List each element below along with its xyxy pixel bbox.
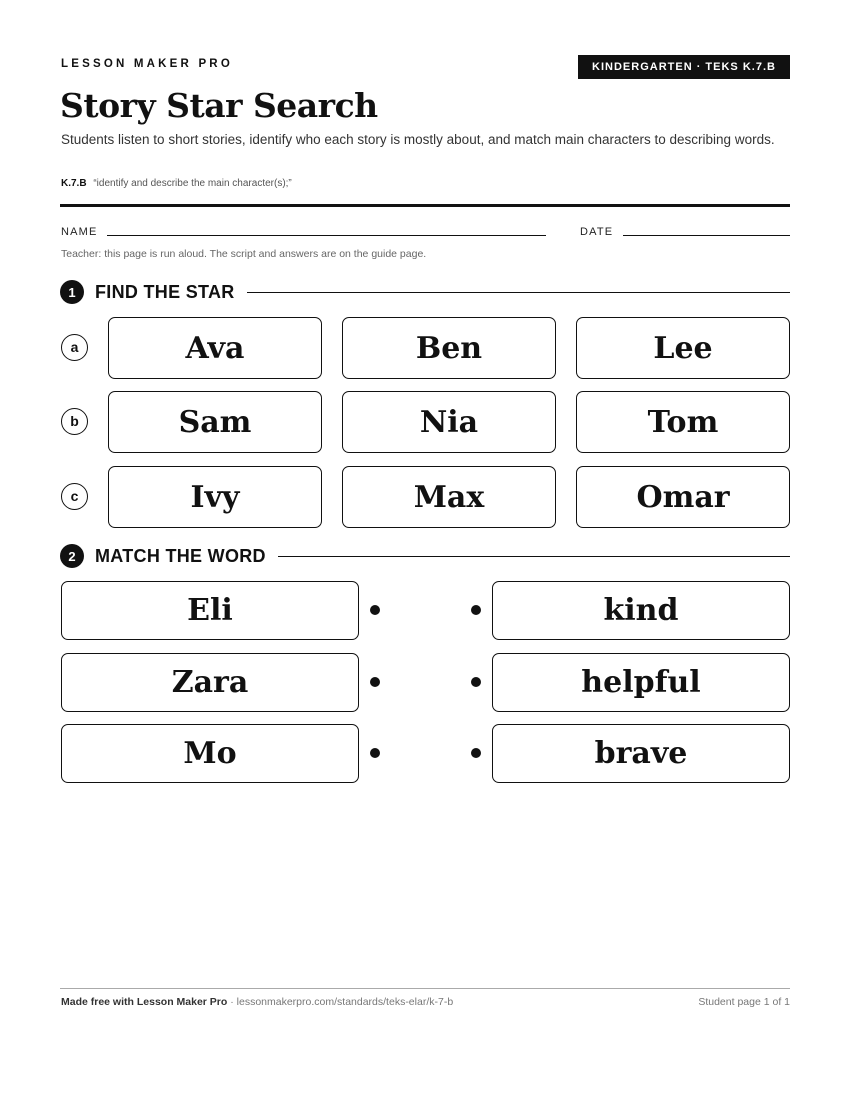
- row-letter-a: a: [61, 334, 88, 361]
- word-box[interactable]: brave: [492, 724, 790, 783]
- page-title: Story Star Search: [60, 86, 378, 125]
- footer-credit: [61, 996, 453, 1008]
- footer-page-number: Student page 1 of 1: [698, 996, 790, 1008]
- section-title: FIND THE STAR: [95, 281, 235, 302]
- section-find-the-star-header: [60, 280, 790, 304]
- character-box[interactable]: Mo: [61, 724, 359, 783]
- word-box[interactable]: helpful: [492, 653, 790, 712]
- worksheet-description: Students listen to short stories, identify who each story is mostly about, and match main characters to describing words.: [61, 132, 775, 147]
- footer-separator: ·: [227, 996, 237, 1008]
- name-write-line[interactable]: [107, 235, 546, 236]
- right-match-dot[interactable]: [471, 748, 481, 758]
- star-choice-box[interactable]: Omar: [576, 466, 790, 528]
- standard-text: “identify and describe the main character(s);”: [93, 178, 292, 189]
- header-divider: [60, 204, 790, 207]
- star-choice-box[interactable]: Ivy: [108, 466, 322, 528]
- section-rule: [247, 292, 790, 293]
- date-label: DATE: [580, 226, 614, 238]
- grade-standard-badge: KINDERGARTEN · TEKS K.7.B: [578, 55, 790, 79]
- brand-name: LESSON MAKER PRO: [61, 58, 233, 70]
- right-match-dot[interactable]: [471, 677, 481, 687]
- date-write-line[interactable]: [623, 235, 790, 236]
- star-choice-box[interactable]: Max: [342, 466, 556, 528]
- section-number: 2: [60, 544, 84, 568]
- star-choice-box[interactable]: Ben: [342, 317, 556, 379]
- character-box[interactable]: Zara: [61, 653, 359, 712]
- standard-code: K.7.B: [61, 178, 87, 189]
- star-choice-box[interactable]: Lee: [576, 317, 790, 379]
- footer-divider: [60, 988, 790, 989]
- star-choice-box[interactable]: Ava: [108, 317, 322, 379]
- word-box[interactable]: kind: [492, 581, 790, 640]
- row-letter-c: c: [61, 483, 88, 510]
- footer-made-with: Made free with Lesson Maker Pro: [61, 996, 228, 1008]
- star-choice-box[interactable]: Sam: [108, 391, 322, 453]
- teacher-note: Teacher: this page is run aloud. The script and answers are on the guide page.: [61, 248, 427, 260]
- section-match-the-word-header: [60, 544, 790, 568]
- name-label: NAME: [61, 226, 98, 238]
- footer-url[interactable]: lessonmakerpro.com/standards/teks-elar/k-7-b: [236, 996, 454, 1008]
- star-choice-box[interactable]: Nia: [342, 391, 556, 453]
- section-rule: [278, 556, 790, 557]
- right-match-dot[interactable]: [471, 605, 481, 615]
- left-match-dot[interactable]: [370, 677, 380, 687]
- standard-reference: [61, 178, 292, 189]
- row-letter-b: b: [61, 408, 88, 435]
- section-number: 1: [60, 280, 84, 304]
- character-box[interactable]: Eli: [61, 581, 359, 640]
- star-choice-box[interactable]: Tom: [576, 391, 790, 453]
- left-match-dot[interactable]: [370, 605, 380, 615]
- section-title: MATCH THE WORD: [95, 545, 266, 566]
- left-match-dot[interactable]: [370, 748, 380, 758]
